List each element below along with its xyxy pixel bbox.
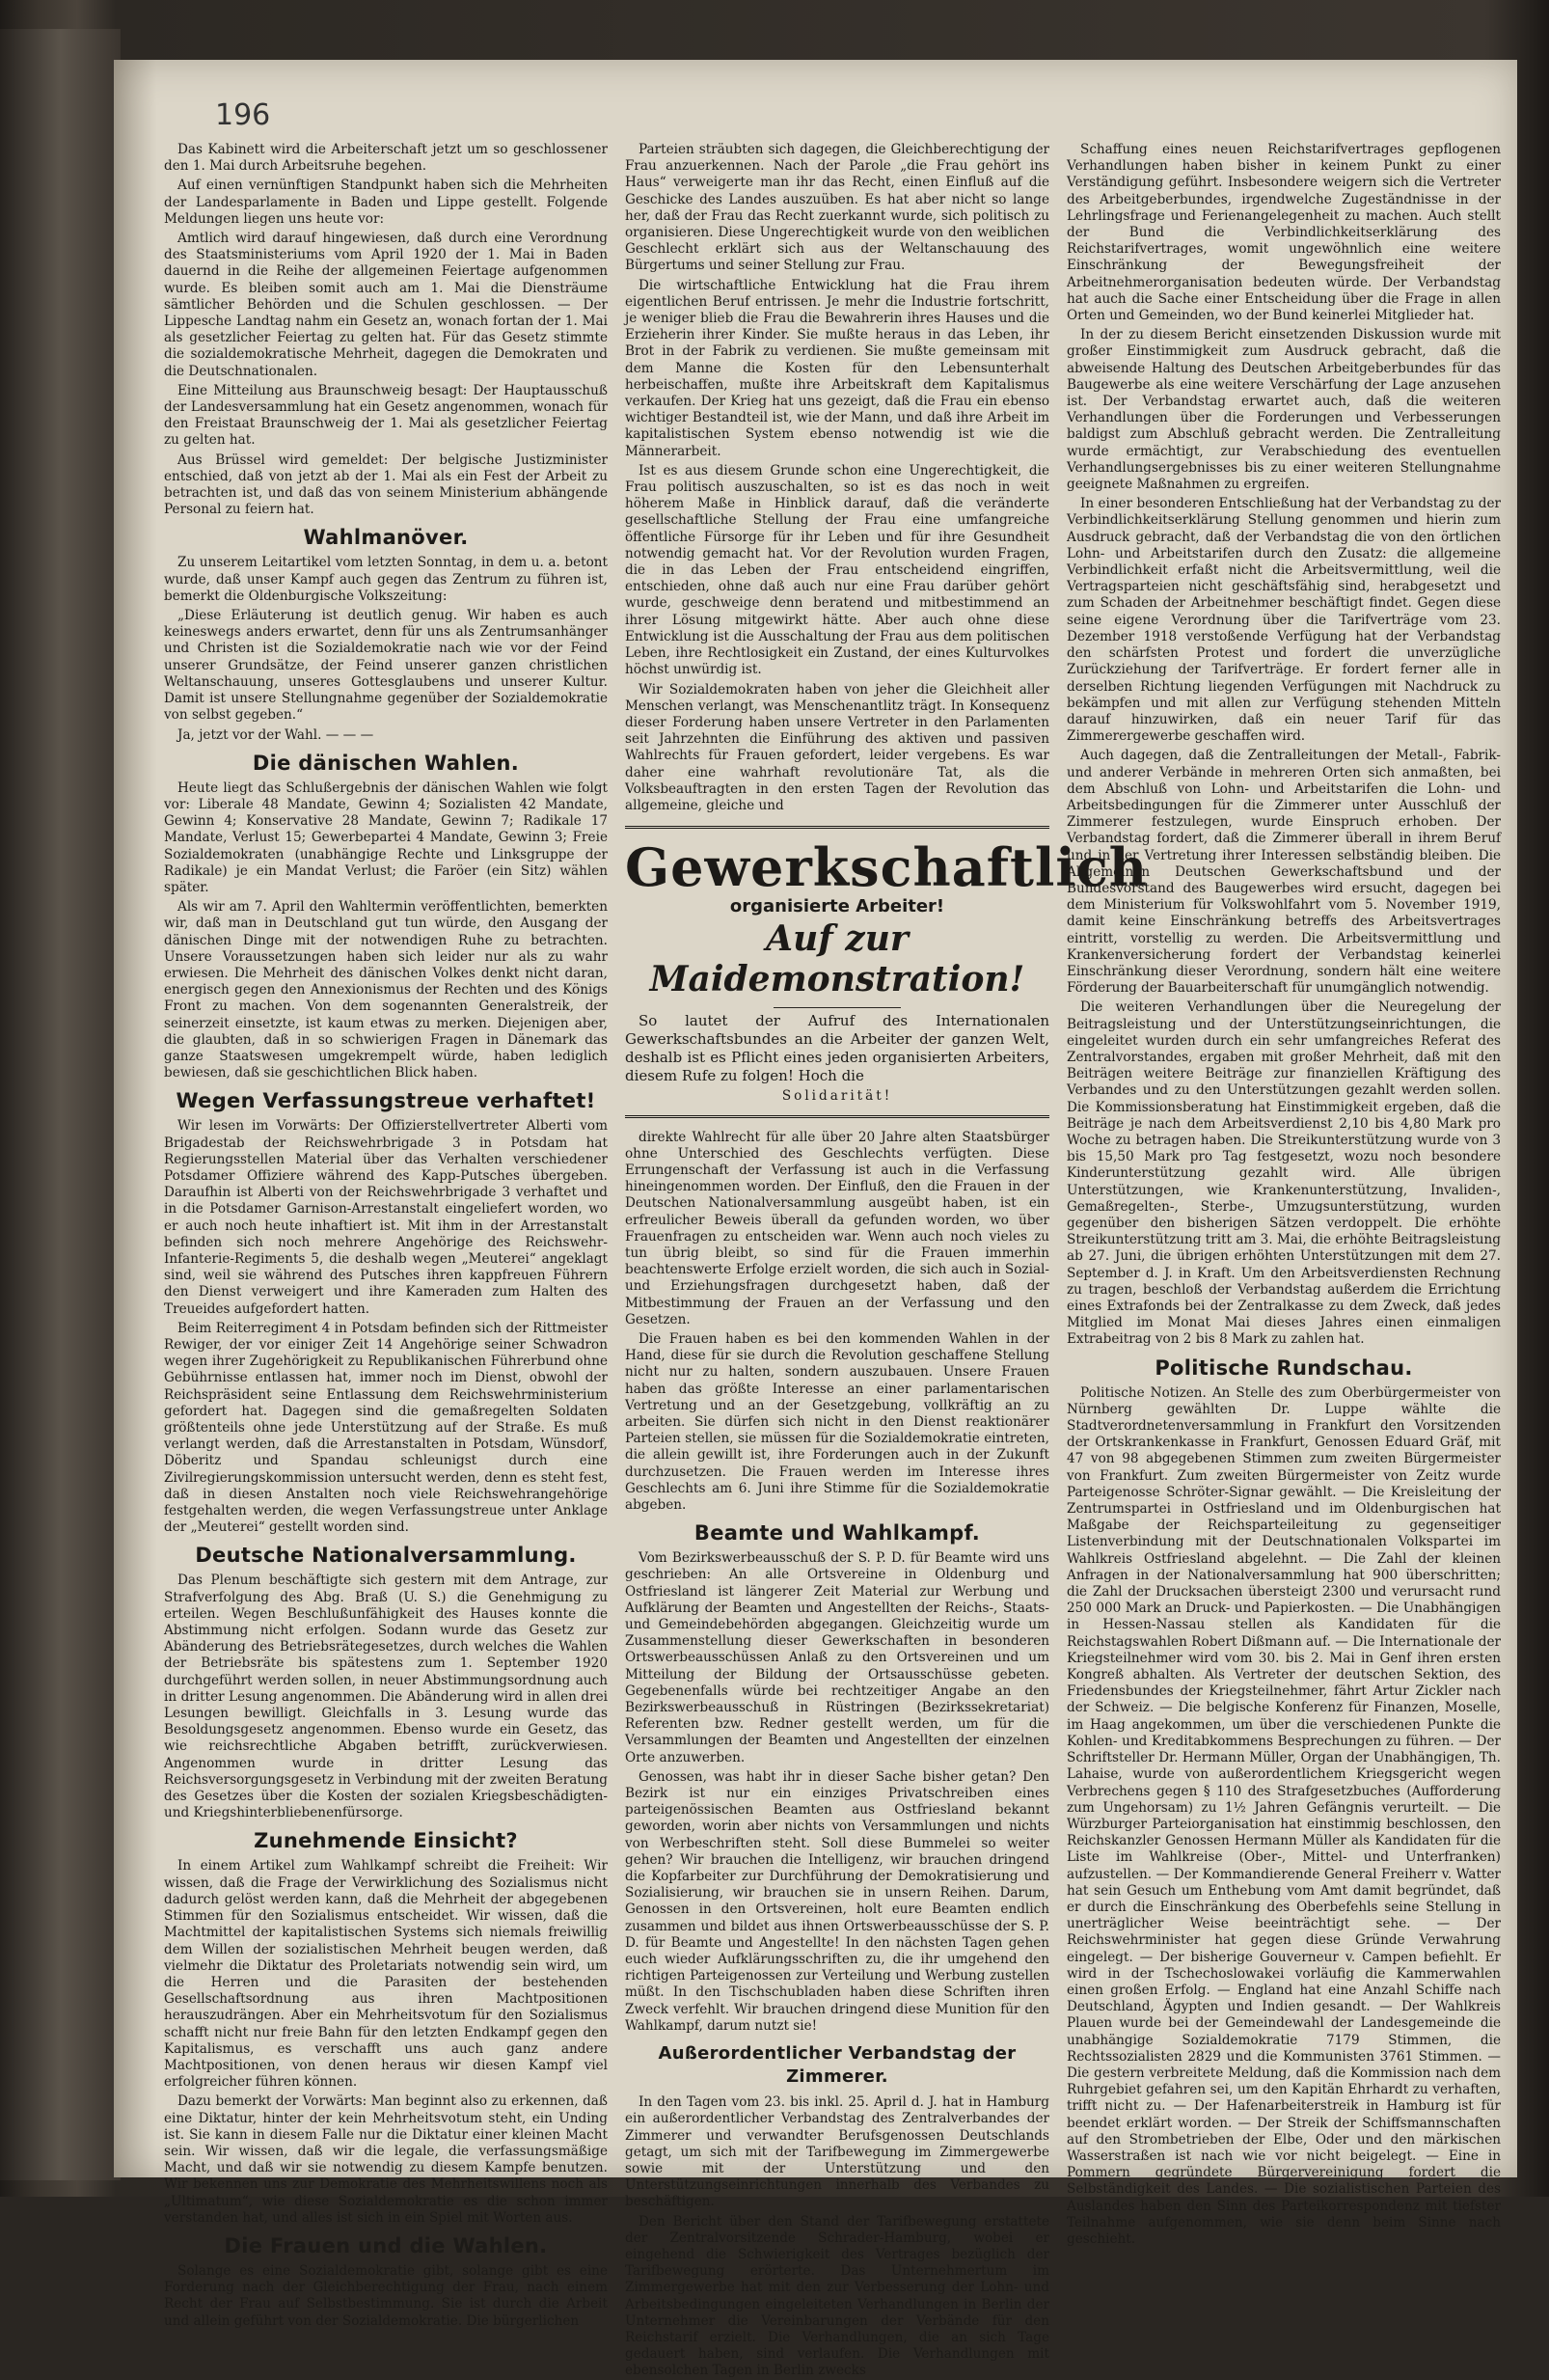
paragraph: Wir lesen im Vorwärts: Der Offizierstellvertreter Alberti vom Brigadestab der Reichswehrbrigade 3 in Potsdam hat Regierungsstellen Material über das Verhalten verschiedener Potsdamer Offiziere während des Kapp-Putsches übergeben. Daraufhin ist Alberti von der Reichswehrbrigade 3 verhaftet und in die Potsdamer Garnison-Arrestanstalt eingeliefert worden, wo er auch noch heute inhaftiert ist. Mit ihm in der Arrestanstalt befinden sich noch mehrere Angehörige des Reichswehr-Infanterie-Regiments 5, die deshalb wegen „Meuterei“ angeklagt sind, weil sie während des Putsches ihren kappfreuen Führern den Dienst verweigert und ihre Kameraden zum Halten des Treueides aufgefordert hatten. <box>164 1118 608 1317</box>
paragraph: Als wir am 7. April den Wahltermin veröffentlichten, bemerkten wir, daß man in Deutschland gut tun würde, den Ausgang der dänischen Dinge mit der notwendigen Ruhe zu betrachten. Unsere Voraussetzungen haben sich leider nur als zu wahr erwiesen. Die Mehrheit des dänischen Volkes denkt nicht daran, energisch gegen den Annexionismus der Rechten und des Königs Front zu machen. Von dem sogenannten Generalstreik, der seinerzeit einsetzte, ist kaum etwas zu merken. Diejenigen aber, die glaubten, daß in so schwierigen Fragen in Dänemark das ganze Staatswesen umgekrempelt würde, haben lediglich bewiesen, daß sie geschichtlichen Blick haben. <box>164 899 608 1081</box>
book-spine <box>0 29 121 2180</box>
announcement-title: Gewerkschaftlich <box>625 836 1149 899</box>
column-left <box>164 142 608 2329</box>
announcement-text: So lautet der Aufruf des Internationalen Gewerkschaftsbundes an die Arbeiter der ganzen Welt, deshalb ist es Pflicht eines jeden organisierten Arbeiters, diesem Rufe zu folgen! Hoch die <box>625 1012 1049 1085</box>
announcement-closing: Solidarität! <box>781 1088 893 1105</box>
paragraph: Zu unserem Leitartikel vom letzten Sonntag, in dem u. a. betont wurde, daß unser Kampf auch gegen das Zentrum zu führen ist, bemerkt die Oldenburgische Volkszeitung: <box>164 555 608 604</box>
article-headline: Zunehmende Einsicht? <box>254 1829 518 1853</box>
paragraph: Das Plenum beschäftigte sich gestern mit dem Antrage, zur Strafverfolgung des Abg. Braß (U. S.) die Genehmigung zu erteilen. Wegen Beschlußunfähigkeit des Hauses konnte die Abstimmung nicht erfolgen. Sodann wurde das Gesetz zur Abänderung des Betriebsrätegesetzes, durch welches die Wahlen der Betriebsräte bis spätestens zum 1. September 1920 durchgeführt werden sollen, in neuer Abstimmungsordnung auch in dritter Lesung angenommen. Die Abänderung wird in allen drei Lesungen bewilligt. Gleichfalls in 3. Lesung wurde das Besoldungsgesetz angenommen. Ebenso wurde ein Gesetz, das wie reichsrechtliche Abgaben betrifft, zurückverwiesen. Angenommen wurde in dritter Lesung das Reichsversorgungsgesetz in Verbindung mit der zweiten Beratung des Gesetzes über die Kosten der sozialen Kriegsbeschädigten- und Kriegshinterbliebenenfürsorge. <box>164 1573 608 1821</box>
article-headline: Deutsche Nationalversammlung. <box>195 1544 577 1568</box>
paragraph: Ja, jetzt vor der Wahl. — — — <box>177 726 374 743</box>
paragraph: Wir Sozialdemokraten haben von jeher die Gleichheit aller Menschen verlangt, was Menschenantlitz trägt. In Konsequenz dieser Forderung haben unsere Vertreter in den Parlamenten seit Jahrzehnten die Einführung des aktiven und passiven Wahlrechts für Frauen gefordert, leider vergebens. Es war daher eine wahrhaft revolutionäre Tat, als die Volksbeauftragten in den ersten Tagen der Revolution das allgemeine, gleiche und <box>625 681 1049 813</box>
paragraph: Auf einen vernünftigen Standpunkt haben sich die Mehrheiten der Landesparlamente in Baden und Lippe gestellt. Folgende Meldungen liegen uns heute vor: <box>164 178 608 227</box>
paragraph: Parteien sträubten sich dagegen, die Gleichberechtigung der Frau anzuerkennen. Nach der Parole „die Frau gehört ins Haus“ verweigerte man ihr das Recht, einen Einfluß auf die Geschicke des Landes auszuüben. Es hat aber nicht so lange her, daß der Frau das Recht zuerkannt wurde, sich politisch zu organisieren. Diese Ungerechtigkeit wurde von den weiblichen Geschlecht erklärt sich aus der Weltanschauung des Bürgertums und seiner Stellung zur Frau. <box>625 142 1049 274</box>
column-right <box>1067 142 1501 2247</box>
paragraph: Solange es eine Sozialdemokratie gibt, solange gibt es eine Forderung nach der Gleichberechtigung der Frau, nach einem Recht der Frau auf Selbstbestimmung. Sie ist durch die Arbeit und allein geführt von der Sozialdemokratie. Die bürgerlichen <box>164 2262 608 2329</box>
announcement-call: Auf zur Maidemonstration! <box>649 918 1025 1000</box>
paragraph: Ist es aus diesem Grunde schon eine Ungerechtigkeit, die Frau politisch auszuschalten, so ist es das noch in weit höherem Maße in Hinblick darauf, daß die veränderte gesellschaftliche Stellung der Frau eine umfangreiche öffentliche Fürsorge für ihr Leben und für ihre Gesundheit notwendig gemacht hat. Vor der Revolution wurden Fragen, die in das Leben der Frau entscheidend eingriffen, entschieden, ohne daß auch nur eine Frau darüber gehört wurde, geschweige denn beratend und mitbestimmend an ihrer Lösung mitgewirkt hätte. Aber auch ohne diese Entwicklung ist die Ausschaltung der Frau aus dem politischen Leben, ihre Rechtlosigkeit ein Zustand, der eines Kulturvolkes höchst unwürdig ist. <box>625 462 1049 678</box>
page-number: 196 <box>215 98 271 132</box>
article-headline: Die Frauen und die Wahlen. <box>224 2233 548 2257</box>
paragraph: Das Kabinett wird die Arbeiterschaft jetzt um so geschlossener den 1. Mai durch Arbeitsruhe begehen. <box>164 142 608 175</box>
article-headline: Wegen Verfassungstreue verhaftet! <box>176 1089 596 1113</box>
may-day-announcement-box <box>625 826 1149 1117</box>
paragraph: In einer besonderen Entschließung hat der Verbandstag zu der Verbindlichkeitserklärung Stellung genommen und hierin zum Ausdruck gebracht, daß der Verbandstag die von den örtlichen Lohn- und Arbeitstarifen durch den Zusatz: die allgemeine Verbindlichkeit erfaßt nicht die Arbeitsvermittlung, weil die Vertragsparteien nicht geschäftsfähig sind, herabgesetzt und zum Schaden der Arbeitnehmer beschäftigt findet. Gegen diese seine eigene Verordnung über die Tarifverträge vom 23. Dezember 1918 verstoßende Verfügung hat der Verbandstag den schärfsten Protest und fordert die unverzügliche Zurückziehung der Tarifverträge. Er fordert ferner alle in derselben Richtung liegenden Verfügungen mit Nachdruck zu bekämpfen und mit allen zur Verfügung stehenden Mitteln darauf hinzuwirken, daß ein neuer Tarif für das Zimmerergewerbe geschaffen wird. <box>1067 496 1501 745</box>
newspaper-page <box>114 60 1517 2379</box>
announcement-subtitle: organisierte Arbeiter! <box>729 896 945 917</box>
divider <box>774 1007 901 1008</box>
paragraph: „Diese Erläuterung ist deutlich genug. Wir haben es auch keineswegs anders erwartet, denn für uns als Zentrumsanhänger und Christen ist die Sozialdemokratie nach wie vor der Feind unserer Grundsätze, der Feind unserer ganzen christlichen Weltanschauung, unseres Gottesglaubens und unserer Kultur. Damit ist unsere Stellungnahme gegenüber der Sozialdemokratie von selbst gegeben.“ <box>164 608 608 724</box>
paragraph: In einem Artikel zum Wahlkampf schreibt die Freiheit: Wir wissen, daß die Frage der Verwirklichung des Sozialismus nicht dadurch gelöst werden kann, daß die Mehrheit der abgegebenen Stimmen für den Sozialismus entscheidet. Wir wissen, daß die Machtmittel der kapitalistischen Systems sich niemals freiwillig dem Willen der sozialistischen Mehrheit beugen werden, daß vielmehr die Diktatur des Proletariats notwendig sein wird, um die Herren und die Parasiten der bestehenden Gesellschaftsordnung aus ihren Machtpositionen herauszudrängen. Aber ein Mehrheitsvotum für den Sozialismus schafft nicht nur freie Bahn für den letzten Endkampf gegen den Kapitalismus, es verschafft uns auch ganz andere Machtpositionen, von denen heraus wir diesen Kampf viel erfolgreicher führen können. <box>164 1858 608 2091</box>
paragraph: Heute liegt das Schlußergebnis der dänischen Wahlen wie folgt vor: Liberale 48 Mandate, Gewinn 4; Sozialisten 42 Mandate, Gewinn 4; Konservative 28 Mandate, Gewinn 7; Radikale 17 Mandate, Verlust 15; Gewerbepartei 4 Mandate, Gewinn 3; Freie Sozialdemokraten (unabhängige Rechte und Linksgruppe der Radikale) je ein Mandat Verlust; die Faröer (ein Sitz) wählen später. <box>164 780 608 895</box>
paragraph: Amtlich wird darauf hingewiesen, daß durch eine Verordnung des Staatsministeriums vom April 1920 der 1. Mai in Baden dauernd in die Reihe der allgemeinen Feiertage aufgenommen wurde. Es bleiben somit auch am 1. Mai die Diensträume sämtlicher Behörden und die Schulen geschlossen. — Der Lippesche Landtag nahm ein Gesetz an, wonach fortan der 1. Mai als gesetzlicher Feiertag zu gelten hat. Für das Gesetz stimmte die sozialdemokratische Mehrheit, dagegen die Demokraten und die Deutschnationalen. <box>164 231 608 379</box>
page-gutter-shadow <box>114 60 156 2177</box>
paragraph: In der zu diesem Bericht einsetzenden Diskussion wurde mit großer Einstimmigkeit zum Ausdruck gebracht, daß die abweisende Haltung des Deutschen Arbeitgeberbundes für das Baugewerbe als eine weitere Verschärfung der Lage anzusehen ist. Der Verbandstag erwartet auch, daß die weiteren Verhandlungen über die Forderungen und Verbesserungen baldigst zum Abschluß gebracht werden. Die Zentralleitung wurde ermächtigt, zur Verabschiedung des eventuellen Verhandlungsergebnisses bis zu einer weiteren Stellungnahme geeignete Maßnahmen zu ergreifen. <box>1067 327 1501 493</box>
column-middle <box>625 142 1149 2379</box>
paragraph: Auch dagegen, daß die Zentralleitungen der Metall-, Fabrik- und anderer Verbände in mehreren Orten sich anmaßten, bei dem Abschluß von Lohn- und Arbeitstarifen die Lohn- und Arbeitsbedingungen für die Zimmerer unter Ausschluß der Zimmerer festzulegen, wurde Einspruch erhoben. Der Verbandstag fordert, daß die Zimmerer überall in ihrem Beruf und in der Vertretung ihrer Interessen selbständig bleiben. Die Allgemeinen Deutschen Gewerkschaftsbund und der Bundesvorstand des Baugewerbes wird ersucht, dagegen bei dem Ministerium für Volkswohlfahrt vom 5. November 1919, damit keine Einschränkung betreffs des Arbeitsvertrages eintritt, vorstellig zu werden. Die Arbeitsvermittlung und Krankenversicherung fordert der Verbandstag keinerlei Einschränkung dieser Verordnung, sondern hält eine weitere Förderung der Bauarbeiterschaft für unumgänglich notwendig. <box>1067 748 1501 997</box>
paragraph: direkte Wahlrecht für alle über 20 Jahre alten Staatsbürger ohne Unterschied des Geschlechts verfügten. Diese Errungenschaft der Verfassung ist auch in die Verfassung hineingenommen worden. Der Einfluß, den die Frauen in der Deutschen Nationalversammlung ausgeübt haben, ist ein erfreulicher Beweis überall da gefunden worden, wo über Frauenfragen zu entscheiden war. Wenn auch noch vieles zu tun übrig bleibt, so sind für die Frauen immerhin beachtenswerte Erfolge erzielt worden, die sich auch in Sozial- und Erziehungsfragen durchgesetzt haben, daß der Mitbestimmung der Frauen an der Verfassung und den Gesetzen. <box>625 1129 1049 1327</box>
paragraph: Genossen, was habt ihr in dieser Sache bisher getan? Den Bezirk ist nur ein einziges Privatschreiben eines parteigenössischen Beamten aus Ostfriesland bekannt geworden, worin aber nichts von Versammlungen und nichts von Werbeschriften steht. Soll diese Bummelei so weiter gehen? Wir brauchen die Intelligenz, wir brauchen dringend die Kopfarbeiter zur Durchführung der Demokratisierung und Sozialisierung, wir brauchen sie in unsern Reihen. Darum, Genossen in den Ortsvereinen, holt eure Beamten endlich zusammen und bildet aus ihnen Ortswerbeausschüsse der S. P. D. für Beamte und Angestellte! In den nächsten Tagen gehen euch wieder Aufklärungsschriften zu, die ihr umgehend den richtigen Parteigenossen zur Verteilung und Werbung zustellen müßt. In den Tischschubladen haben diese Schriften ihren Zweck verfehlt. Wir brauchen dringend diese Munition für den Wahlkampf, darum nutzt sie! <box>625 1768 1049 2034</box>
paragraph: Beim Reiterregiment 4 in Potsdam befinden sich der Rittmeister Rewiger, der vor einiger Zeit 14 Angehörige seiner Schwadron wegen ihrer Zugehörigkeit zu Republikanischen Führerbund ohne Gebührnisse entlassen hat, immer noch im Dienst, obwohl der Reichspräsident seine Entlassung dem Reichswehrministerium gefordert hat. Dagegen sind die gemaßregelten Soldaten größtenteils ohne jede Unterstützung auf der Straße. Es muß verlangt werden, daß die Arrestanstalten in Potsdam, Wünsdorf, Döberitz und Spandau schleunigst durch eine Zivilregierungskommission untersucht werden, denn es steht fest, daß in diesen Anstalten noch viele Reichswehrangehörige festgehalten werden, die wegen Verfassungstreue unter Anklage der „Meuterei“ gestellt worden sind. <box>164 1320 608 1536</box>
paragraph: Die wirtschaftliche Entwicklung hat die Frau ihrem eigentlichen Beruf entrissen. Je mehr die Industrie fortschritt, je weniger blieb die Frau die Bewahrerin ihres Hauses und die Erzieherin ihrer Kinder. Sie mußte heraus in das Leben, ihr Brot in der Fabrik zu verdienen. Sie mußte gemeinsam mit dem Manne die Kosten für den Lebensunterhalt herbeischaffen, mußte ihre Arbeitskraft dem Kapitalismus verkaufen. Der Krieg hat uns gezeigt, daß die Frau ein ebenso wichtiger Bestandteil ist, wie der Mann, und daß ihre Arbeit im kapitalistischen System ebenso notwendig ist wie die Männerarbeit. <box>625 277 1049 459</box>
paragraph: Politische Notizen. An Stelle des zum Oberbürgermeister von Nürnberg gewählten Dr. Luppe wählte die Stadtverordnetenversammlung in Frankfurt den Vorsitzenden der Ortskrankenkasse in Frankfurt, Genossen Eduard Gräf, mit 47 von 98 abgegebenen Stimmen zum zweiten Bürgermeister von Frankfurt. Zum zweiten Bürgermeister von Zeitz wurde Parteigenosse Schröter-Signar gewählt. — Die Kreisleitung der Zentrumspartei in Ostfriesland und im Oldenburgischen hat Maßgabe der Reichsparteileitung zu gegenseitiger Listenverbindung mit der Deutschnationalen Volkspartei im Wahlkreis Ostfriesland abgelehnt. — Die Zahl der kleinen Anfragen in der Nationalversammlung hat 900 überschritten; die Zahl der Drucksachen übersteigt 2300 und verursacht rund 250 000 Mark an Druck- und Papierkosten. — Die Unabhängigen in Hessen-Nassau stellen als Kandidaten für die Reichstagswahlen Robert Dißmann auf. — Die Internationale der Kriegsteilnehmer wird vom 30. bis 2. Mai in Genf ihren ersten Kongreß abhalten. Als Vertreter der deutschen Sektion, des Friedensbundes der Kriegsteilnehmer, fährt Artur Zickler nach der Schweiz. — Die belgische Konferenz für Finanzen, Moselle, im Haag angekommen, um über die verschiedenen Punkte die Kohlen- und Kreditabkommens Besprechungen zu führen. — Der Schriftsteller Dr. Hermann Müller, Organ der Unabhängigen, Th. Lahaise, wurde von außerordentlichem Kriegsgericht wegen Verbrechens gegen § 110 des Strafgesetzbuches (Aufforderung zum Ungehorsam) zu 1½ Jahren Gefängnis verurteilt. — Die Würzburger Parteiorganisation hat einstimmig beschlossen, den Reichskanzler Genossen Hermann Müller als Kandidaten für die Liste im Wahlkreise (Ober-, Mittel- und Unterfranken) aufzustellen. — Der Kommandierende General Freiherr v. Watter hat sein Gesuch um Enthebung vom Amt damit begründet, daß er durch die Einschränkung des Oberbefehls seine Stellung in unerträglicher Weise beeinträchtigt sehe. — Der Reichswehrminister hat gegen diese Gründe Verwahrung eingelegt. — Der bisherige Gouverneur v. Campen befiehlt. Er wird in der Tschechoslowakei vorläufig die Kammerwahlen einen großen Erfolg. — England hat eine Anzahl Schiffe nach Deutschland, Ägypten und Indien gesandt. — Der Wahlkreis Plauen wurde bei der Gemeindewahl der Landesgemeinde die unabhängige Sozialdemokratie 7179 Stimmen, die Rechtssozialisten 2829 und die Kommunisten 3761 Stimmen. — Die gestern verbreitete Meldung, daß die Kommission nach dem Ruhrgebiet gefahren sei, um den Kapitän Ehrhardt zu verhaften, trifft nicht zu. — Der Hafenarbeiterstreik in Hamburg ist für beendet erklärt worden. — Der Streik der Schiffsmannschaften auf den Strombetrieben der Elbe, Oder und den märkischen Wasserstraßen ist nach wie vor nicht beigelegt. — Eine in Pommern gegründete Bürgervereinigung fordert die Selbständigkeit des Landes. — Die sozialistischen Parteien des Auslandes haben den Sinn des Parteikorrespondenz mit tiefster Teilnahme aufgenommen, wie sie denn beim Sinne nach geschieht. <box>1067 1384 1501 2247</box>
paragraph: Vom Bezirkswerbeausschuß der S. P. D. für Beamte wird uns geschrieben: An alle Ortsvereine in Oldenburg und Ostfriesland ist längerer Zeit Material zur Werbung und Aufklärung der Beamten und Angestellten der Reichs-, Staats- und Gemeindebehörden abgegangen. Gleichzeitig wurde um Zusammenstellung dieser Gewerkschaften in besonderen Ortswerbeausschüssen Anlaß zu den Ortsvereinen und um Mitteilung der Bildung der Ortsausschüsse gebeten. Gegebenenfalls würde bei rechtzeitiger Angabe an den Bezirkswerbeausschuß in Rüstringen (Bezirkssekretariat) Referenten bzw. Redner gestellt werden, um für die Versammlungen der Beamten und Angestellten der einzelnen Orte anzuwerben. <box>625 1550 1049 1765</box>
paragraph: Die weiteren Verhandlungen über die Neuregelung der Beitragsleistung und der Unterstützungseinrichtungen, die eingeleitet wurden durch ein sehr umfangreiches Referat des Zentralvorstandes, ergaben mit großer Mehrheit, daß mit den Beiträgen weitere Beiträge zur finanziellen Kräftigung des Verbandes und zu den Unterstützungen gezahlt werden sollen. Die Kommissionsberatung hat Einstimmigkeit ergeben, daß die Beiträge je nach dem Arbeitsverdienst 2,10 bis 4,80 Mark pro Woche zu betragen haben. Die Streikunterstützung wurde von 3 bis 15,50 Mark pro Tag festgesetzt, wozu noch besondere Kinderunterstützung gezahlt wird. Alle übrigen Unterstützungen, wie Krankenunterstützung, Invaliden-, Gemaßregelten-, Sterbe-, Umzugsunterstützung, wurden gegenüber den bisherigen Sätzen verdoppelt. Die erhöhte Streikunterstützung tritt am 3. Mai, die erhöhte Beitragsleistung ab 27. Juni, die übrigen erhöhten Unterstützungen mit dem 27. September d. J. in Kraft. Um den Arbeitsverdiensten Rechnung zu tragen, beschloß der Verbandstag außerdem die Errichtung eines Extrafonds bei der Zentralkasse zu dem Zweck, daß jedes Mitglied im Monat Mai dieses Jahres einen einmaligen Extrabeitrag von 2 bis 8 Mark zu zahlen hat. <box>1067 999 1501 1348</box>
paragraph: In den Tagen vom 23. bis inkl. 25. April d. J. hat in Hamburg ein außerordentlicher Verbandstag des Zentralverbandes der Zimmerer und verwandter Berufsgenossen Deutschlands getagt, um sich mit der Tarifbewegung im Zimmergewerbe sowie mit der Unterstützung und den Unterstützungseinrichtungen innerhalb des Verbandes zu beschäftigen. <box>625 2094 1049 2210</box>
paragraph: Schaffung eines neuen Reichstarifvertrages gepflogenen Verhandlungen haben bisher in keinem Punkt zu einer Verständigung geführt. Insbesondere weigern sich die Vertreter des Arbeitgeberbundes, irgendwelche Zugeständnisse in der Lehrlingsfrage und Ferienangelegenheit zu machen. Auch stellt der Bund die Verbindlichkeitserklärung des Reichstarifvertrages, womit ungewöhnlich eine weitere Einschränkung der Bewegungsfreiheit der Arbeitnehmerorganisation bedeuten würde. Der Verbandstag hat auch die Sache einer Entscheidung über die Frage in allen Orten und Gemeinden, wo der Bund keinerlei Mitglieder hat. <box>1067 142 1501 324</box>
paragraph: Dazu bemerkt der Vorwärts: Man beginnt also zu erkennen, daß eine Diktatur, hinter der kein Mehrheitsvotum steht, ein Unding ist. Sie kann in diesem Falle nur die Diktatur einer kleinen Macht sein. Wir wissen, daß wir die legale, die verfassungsmäßige Macht, und daß wir sie notwendig zu diesem Kampfe benutzen. Wir bekennen uns zur Demokratie des Mehrheitswillens noch als „Ultimatum“, wie diese Sozialdemokratie es die schon immer verstanden hat, und alles ist sich in ein Spiel mit Worten aus. <box>164 2093 608 2226</box>
article-headline: Politische Rundschau. <box>1155 1355 1413 1380</box>
paragraph: Die Frauen haben es bei den kommenden Wahlen in der Hand, diese für sie durch die Revolution geschaffene Stellung nicht nur zu halten, sondern auszubauen. Unsere Frauen haben das größte Interesse an einer parlamentarischen Vertretung und an der Gesetzgebung, vollkräftig an zu arbeiten. Sie dürfen sich nicht in den Dienst reaktionärer Parteien stellen, sie müssen für die Sozialdemokratie eintreten, die allein gewillt ist, ihre Forderungen auch in der Zukunft durchzusetzen. Die Frauen werden im Interesse ihres Geschlechts am 6. Juni ihre Stimme für die Sozialdemokratie abgeben. <box>625 1330 1049 1513</box>
paragraph: Aus Brüssel wird gemeldet: Der belgische Justizminister entschied, daß von jetzt ab der 1. Mai als ein Fest der Arbeit zu betrachten ist, und daß das von seinem Ministerium abhängende Personal zu feiern hat. <box>164 451 608 518</box>
paragraph: Den Bericht über den Stand der Tarifbewegung erstattete der Zentralvorsitzende Schrader-Hamburg, wobei er eingehend die Schwierigkeit des Vertrages bezüglich der Tarifbewegung erörterte. Das Unternehmertum im Zimmergewerbe hat mit den zur Verbesserung der Lohn- und Arbeitsbedingungen eingeleiteten Verhandlungen in Berlin der Unternehmer die Vereinbarungen der Verbände für den Reichstarif erzielt. Die Verhandlungen, die an sich Tage gedauert haben, sind verlaufen. Die Verhandlungen mit ebensolchen Tagen in Berlin zwecks <box>625 2213 1049 2379</box>
article-headline: Wahlmanöver. <box>303 526 469 550</box>
article-headline: Die dänischen Wahlen. <box>252 751 520 775</box>
article-headline: Außerordentlicher Verbandstag der Zimmerer. <box>658 2043 1017 2088</box>
paragraph: Eine Mitteilung aus Braunschweig besagt: Der Hauptausschuß der Landesversammlung hat ein Gesetz angenommen, wonach für den Freistaat Braunschweig der 1. Mai als gesetzlicher Feiertag zu gelten hat. <box>164 382 608 449</box>
article-headline: Beamte und Wahlkampf. <box>693 1521 981 1546</box>
